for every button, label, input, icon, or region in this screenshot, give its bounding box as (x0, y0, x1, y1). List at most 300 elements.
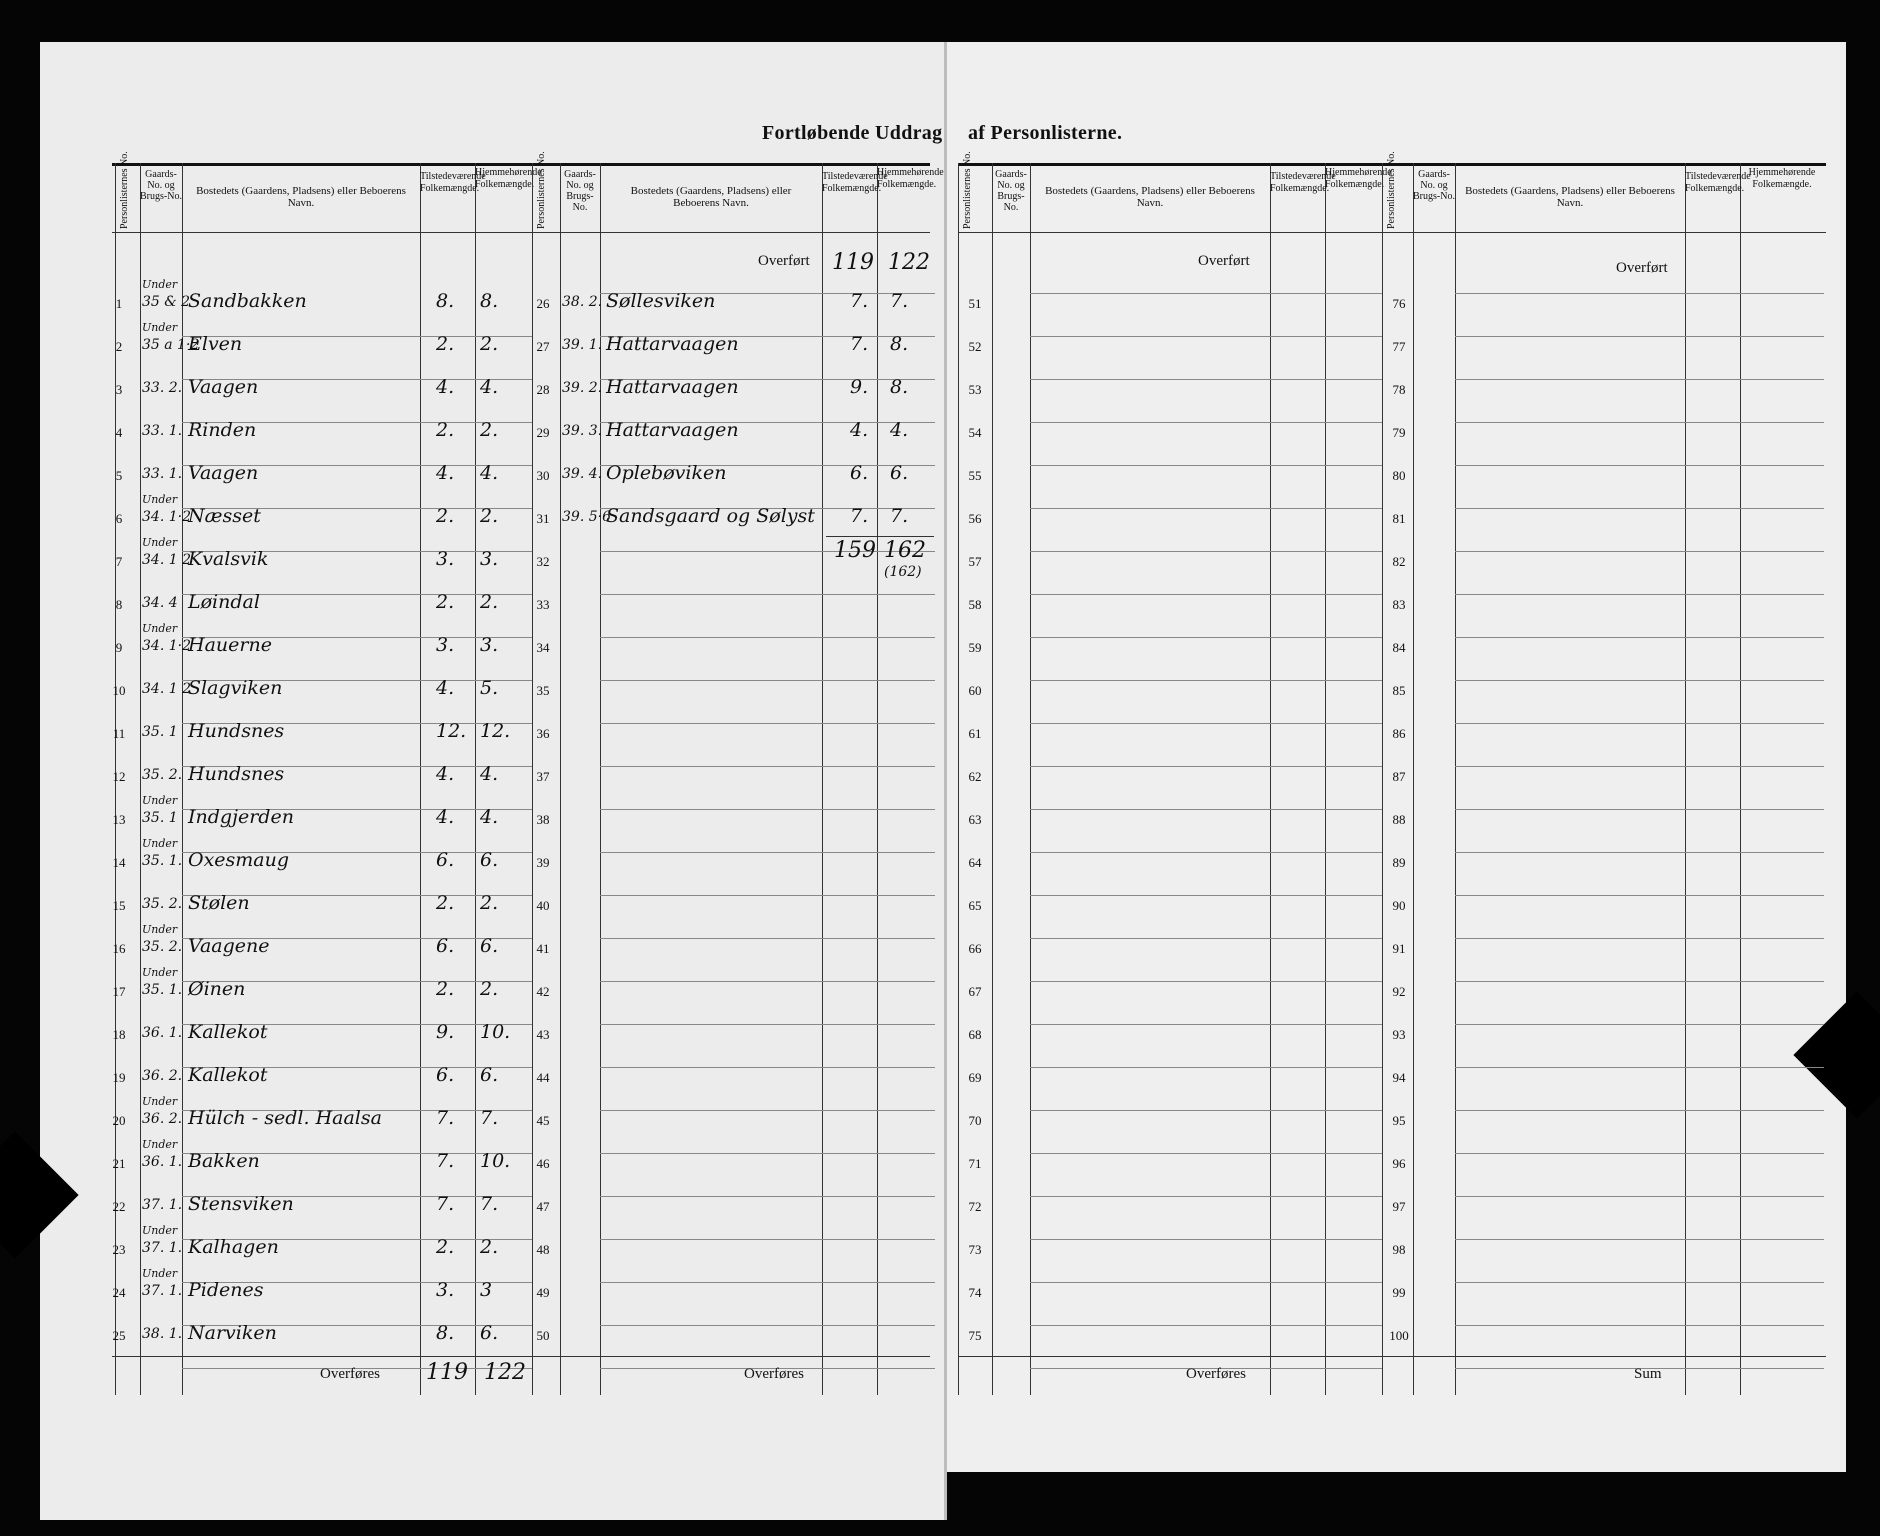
s4-row-number: 82 (1392, 554, 1406, 569)
s1-col-rule-1 (140, 163, 141, 1395)
s2-row-hjemme: 4. (890, 419, 909, 441)
left-row-tilstede: 8. (436, 290, 455, 312)
left-row-hjemme: 3. (480, 548, 499, 570)
s2-row-gaards-no: 39. 1. (562, 337, 603, 353)
s4-row-number: 91 (1392, 941, 1406, 956)
left-row-name: Hülch - sedl. Haalsa (188, 1107, 382, 1129)
s3-row-rule-23 (1030, 1282, 1382, 1283)
s3-row-rule-20 (1030, 1153, 1382, 1154)
left-row-name: Stensviken (188, 1193, 294, 1215)
left-row-name: Kallekot (188, 1064, 268, 1086)
left-row-gaards-no: 35. 1 (142, 724, 178, 740)
s3-row-number: 67 (968, 984, 982, 999)
left-row-gaards-no: 35. 1. (142, 982, 183, 998)
left-row-under: Under (142, 1138, 178, 1151)
s2-row-number: 33 (536, 597, 550, 612)
s3-row-rule-11 (1030, 766, 1382, 767)
left-row-number: 15 (112, 898, 126, 913)
s3-row-rule-24 (1030, 1325, 1382, 1326)
left-row-tilstede: 9. (436, 1021, 455, 1043)
left-row-under: Under (142, 278, 178, 291)
left-row-number: 23 (112, 1242, 126, 1257)
s2-row-number: 40 (536, 898, 550, 913)
s3-row-number: 63 (968, 812, 982, 827)
s4-col-rule-2 (1455, 163, 1456, 1395)
left-row-gaards-no: 34. 1 2 (142, 681, 191, 697)
left-row-name: Vaagen (188, 376, 259, 398)
s2-row-number: 35 (536, 683, 550, 698)
s4-row-rule-5 (1455, 508, 1824, 509)
s3-header-bosted: Bostedets (Gaardens, Pladsens) eller Beboerens Navn. (1045, 185, 1255, 209)
left-row-number: 19 (112, 1070, 126, 1085)
s3-row-number: 68 (968, 1027, 982, 1042)
left-row-under: Under (142, 794, 178, 807)
left-row-hjemme: 10. (480, 1021, 511, 1043)
left-row-tilstede: 3. (436, 634, 455, 656)
left-row-number: 13 (112, 812, 126, 827)
page-title-part1: Fortløbende Uddrag (762, 122, 943, 144)
s4-row-rule-2 (1455, 379, 1824, 380)
s2-row-gaards-no: 39. 2. (562, 380, 603, 396)
s4-row-rule-22 (1455, 1239, 1824, 1240)
left-row-tilstede: 2. (436, 419, 455, 441)
s2-row-number: 45 (536, 1113, 550, 1128)
s4-row-number: 99 (1392, 1285, 1406, 1300)
s2-row-tilstede: 9. (850, 376, 869, 398)
left-row-gaards-no: 35. 2. (142, 939, 183, 955)
left-row-name: Slagviken (188, 677, 283, 699)
s2-row-rule-8 (600, 637, 935, 638)
left-row-name: Løindal (188, 591, 260, 613)
s4-row-rule-21 (1455, 1196, 1824, 1197)
s3-row-rule-14 (1030, 895, 1382, 896)
s2-row-name: Hattarvaagen (606, 419, 739, 441)
s4-row-number: 89 (1392, 855, 1406, 870)
s3-row-rule-9 (1030, 680, 1382, 681)
s3-row-number: 73 (968, 1242, 982, 1257)
s3-row-number: 66 (968, 941, 982, 956)
s4-row-rule-8 (1455, 637, 1824, 638)
s2-row-rule-19 (600, 1110, 935, 1111)
s2-row-number: 38 (536, 812, 550, 827)
s2-row-rule-7 (600, 594, 935, 595)
s4-row-number: 93 (1392, 1027, 1406, 1042)
s1-col-rule-3 (420, 163, 421, 1395)
left-row-hjemme: 2. (480, 505, 499, 527)
s2-row-hjemme: 7. (890, 505, 909, 527)
book-spine (944, 42, 947, 1520)
left-row-name: Stølen (188, 892, 250, 914)
s4-row-rule-3 (1455, 422, 1824, 423)
s2-row-rule-12 (600, 809, 935, 810)
left-row-hjemme: 4. (480, 763, 499, 785)
s1-header-tilstede: Tilstedeværende Folkemængde. (420, 171, 486, 194)
s4-row-number: 96 (1392, 1156, 1406, 1171)
left-footer-tilstede: 119 (426, 1360, 468, 1385)
left-row-gaards-no: 36. 1. (142, 1025, 183, 1041)
s2-row-name: Hattarvaagen (606, 376, 739, 398)
s3-row-number: 55 (968, 468, 982, 483)
s3-row-number: 75 (968, 1328, 982, 1343)
s3-row-rule-17 (1030, 1024, 1382, 1025)
s3-row-number: 57 (968, 554, 982, 569)
s4-overfort-label: Overført (1616, 260, 1668, 276)
left-row-tilstede: 3. (436, 1279, 455, 1301)
left-row-name: Sandbakken (188, 290, 307, 312)
s3-row-rule-6 (1030, 551, 1382, 552)
s4-row-rule-7 (1455, 594, 1824, 595)
left-row-tilstede: 4. (436, 763, 455, 785)
s2-header-pers-no: Personlisternes No. (536, 151, 547, 229)
s3-row-rule-13 (1030, 852, 1382, 853)
left-row-under: Under (142, 1267, 178, 1280)
left-row-name: Kvalsvik (188, 548, 269, 570)
s2-row-hjemme: 7. (890, 290, 909, 312)
left-row-tilstede: 4. (436, 806, 455, 828)
s2-row-rule-21 (600, 1196, 935, 1197)
s3-row-number: 74 (968, 1285, 982, 1300)
s3-row-number: 69 (968, 1070, 982, 1085)
left-row-tilstede: 8. (436, 1322, 455, 1344)
s3-row-number: 62 (968, 769, 982, 784)
s4-row-number: 85 (1392, 683, 1406, 698)
left-row-gaards-no: 37. 1. (142, 1283, 183, 1299)
left-row-name: Kalhagen (188, 1236, 279, 1258)
s2-carry-tilstede: 119 (832, 250, 874, 275)
s3-row-rule-5 (1030, 508, 1382, 509)
left-row-gaards-no: 33. 1. (142, 466, 183, 482)
s3-row-rule-3 (1030, 422, 1382, 423)
left-row-name: Vaagen (188, 462, 259, 484)
s2-row-number: 36 (536, 726, 550, 741)
left-row-number: 20 (112, 1113, 126, 1128)
s3-row-number: 56 (968, 511, 982, 526)
s2-row-number: 30 (536, 468, 550, 483)
s1-header-hjemme: Hjemmehørende Folkemængde. (475, 167, 542, 190)
left-row-gaards-no: 33. 2. (142, 380, 183, 396)
left-row-number: 3 (115, 382, 123, 397)
s2-row-gaards-no: 39. 4. (562, 466, 603, 482)
s2-row-number: 26 (536, 296, 550, 311)
s3-row-number: 59 (968, 640, 982, 655)
s2-row-number: 28 (536, 382, 550, 397)
s2-row-rule-13 (600, 852, 935, 853)
left-row-gaards-no: 35. 1 (142, 810, 178, 826)
left-row-tilstede: 2. (436, 892, 455, 914)
s2-row-number: 49 (536, 1285, 550, 1300)
s4-row-rule-1 (1455, 336, 1824, 337)
s4-row-number: 90 (1392, 898, 1406, 913)
left-row-tilstede: 2. (436, 978, 455, 1000)
left-row-gaards-no: 34. 1·2 (142, 638, 191, 654)
left-row-gaards-no: 35. 2. (142, 896, 183, 912)
left-overfores-label: Overføres (320, 1366, 380, 1382)
left-row-gaards-no: 37. 1. (142, 1240, 183, 1256)
page-title-part2: af Personlisterne. (968, 122, 1123, 144)
s2-row-tilstede: 7. (850, 505, 869, 527)
left-row-tilstede: 2. (436, 505, 455, 527)
left-row-tilstede: 7. (436, 1193, 455, 1215)
s2-col-rule-1 (560, 163, 561, 1395)
left-row-tilstede: 7. (436, 1150, 455, 1172)
s2-row-name: Søllesviken (606, 290, 716, 312)
s4-row-number: 87 (1392, 769, 1406, 784)
s2-row-number: 47 (536, 1199, 550, 1214)
left-row-name: Kallekot (188, 1021, 268, 1043)
left-row-gaards-no: 37. 1. (142, 1197, 183, 1213)
left-row-name: Hundsnes (188, 720, 285, 742)
s1-col-rule-4 (475, 163, 476, 1395)
left-row-tilstede: 3. (436, 548, 455, 570)
s3-row-rule-10 (1030, 723, 1382, 724)
s2-row-tilstede: 4. (850, 419, 869, 441)
s2-row-number: 41 (536, 941, 550, 956)
s2-row-rule-14 (600, 895, 935, 896)
s4-row-rule-10 (1455, 723, 1824, 724)
s2-row-number: 48 (536, 1242, 550, 1257)
left-row-number: 24 (112, 1285, 126, 1300)
left-row-number: 5 (115, 468, 123, 483)
left-row-number: 25 (112, 1328, 126, 1343)
left-row-number: 14 (112, 855, 126, 870)
s1-header-gaards-no: Gaards-No. og Brugs-No. (140, 169, 182, 202)
left-row-hjemme: 10. (480, 1150, 511, 1172)
s2-overfort-label: Overført (758, 253, 810, 269)
s3-row-number: 52 (968, 339, 982, 354)
s3-row-number: 51 (968, 296, 982, 311)
s1-header-pers-no: Personlisternes No. (119, 151, 130, 229)
s2-row-rule-11 (600, 766, 935, 767)
s2-row-hjemme: 8. (890, 333, 909, 355)
left-row-name: Bakken (188, 1150, 260, 1172)
s3-row-number: 71 (968, 1156, 982, 1171)
left-row-gaards-no: 36. 2. (142, 1111, 183, 1127)
left-row-gaards-no: 34. 1·2 (142, 509, 191, 525)
s2-row-number: 50 (536, 1328, 550, 1343)
s2-overfores-label: Overføres (744, 1366, 804, 1382)
left-footer-hjemme: 122 (484, 1360, 526, 1385)
left-row-hjemme: 2. (480, 333, 499, 355)
s4-row-number: 86 (1392, 726, 1406, 741)
s2-row-rule-10 (600, 723, 935, 724)
left-row-hjemme: 6. (480, 935, 499, 957)
s3-col-rule-3 (1270, 163, 1271, 1395)
s3-row-number: 61 (968, 726, 982, 741)
left-row-gaards-no: 34. 4 (142, 595, 178, 611)
left-row-hjemme: 12. (480, 720, 511, 742)
left-row-gaards-no: 35. 2. (142, 767, 183, 783)
left-row-under: Under (142, 536, 178, 549)
s3-header-tilstede: Tilstedeværende Folkemængde. (1270, 171, 1336, 194)
left-row-number: 6 (115, 511, 123, 526)
s3-row-number: 58 (968, 597, 982, 612)
s4-row-number: 95 (1392, 1113, 1406, 1128)
s2-row-rule-15 (600, 938, 935, 939)
left-row-gaards-no: 35. 1. (142, 853, 183, 869)
s2-row-number: 37 (536, 769, 550, 784)
s4-row-number: 100 (1389, 1328, 1409, 1343)
s4-header-bosted: Bostedets (Gaardens, Pladsens) eller Beboerens Navn. (1465, 185, 1675, 209)
s2-row-rule-20 (600, 1153, 935, 1154)
s4-row-number: 92 (1392, 984, 1406, 999)
s4-header-gaards-no: Gaards-No. og Brugs-No. (1413, 169, 1455, 202)
left-row-number: 12 (112, 769, 126, 784)
s2-row-rule-18 (600, 1067, 935, 1068)
s4-col-rule-0 (1382, 163, 1383, 1395)
s4-row-rule-19 (1455, 1110, 1824, 1111)
s4-row-rule-17 (1455, 1024, 1824, 1025)
s4-col-rule-4 (1740, 163, 1741, 1395)
s3-row-number: 65 (968, 898, 982, 913)
s3-row-number: 54 (968, 425, 982, 440)
left-row-under: Under (142, 622, 178, 635)
left-row-gaards-no: 33. 1. (142, 423, 183, 439)
left-row-hjemme: 7. (480, 1193, 499, 1215)
left-row-gaards-no: 35 a 1·2 (142, 337, 200, 353)
s4-row-number: 76 (1392, 296, 1406, 311)
left-row-number: 21 (112, 1156, 126, 1171)
footer-rule-right (958, 1356, 1826, 1357)
left-row-under: Under (142, 837, 178, 850)
s2-row-tilstede: 7. (850, 290, 869, 312)
s2-row-tilstede: 6. (850, 462, 869, 484)
s4-row-number: 80 (1392, 468, 1406, 483)
s4-row-number: 98 (1392, 1242, 1406, 1257)
s3-row-number: 72 (968, 1199, 982, 1214)
header-top-rule (112, 163, 930, 166)
s3-row-rule-12 (1030, 809, 1382, 810)
s3-row-rule-22 (1030, 1239, 1382, 1240)
s2-col-rule-4 (877, 163, 878, 1395)
s4-sum-label: Sum (1634, 1366, 1662, 1382)
left-row-gaards-no: 36. 1. (142, 1154, 183, 1170)
s3-row-rule-8 (1030, 637, 1382, 638)
s2-total-hjemme-note: (162) (884, 564, 922, 580)
s3-row-number: 60 (968, 683, 982, 698)
s4-row-rule-24 (1455, 1325, 1824, 1326)
s2-col-rule-3 (822, 163, 823, 1395)
s2-row-hjemme: 8. (890, 376, 909, 398)
s2-row-gaards-no: 39. 3. (562, 423, 603, 439)
s4-row-number: 77 (1392, 339, 1406, 354)
left-row-number: 8 (115, 597, 123, 612)
s2-row-number: 46 (536, 1156, 550, 1171)
s3-row-rule-2 (1030, 379, 1382, 380)
s4-header-tilstede: Tilstedeværende Folkemængde. (1685, 171, 1751, 194)
s4-row-rule-16 (1455, 981, 1824, 982)
s4-row-number: 79 (1392, 425, 1406, 440)
s4-row-rule-9 (1455, 680, 1824, 681)
left-row-hjemme: 2. (480, 419, 499, 441)
s3-row-rule-18 (1030, 1067, 1382, 1068)
left-row-under: Under (142, 321, 178, 334)
left-row-tilstede: 7. (436, 1107, 455, 1129)
left-row-number: 9 (115, 640, 123, 655)
s3-row-rule-0 (1030, 293, 1382, 294)
left-row-gaards-no: 36. 2. (142, 1068, 183, 1084)
s2-row-number: 32 (536, 554, 550, 569)
left-row-gaards-no: 38. 1. (142, 1326, 183, 1342)
left-row-hjemme: 2. (480, 892, 499, 914)
left-row-under: Under (142, 923, 178, 936)
s3-row-number: 70 (968, 1113, 982, 1128)
s2-row-rule-23 (600, 1282, 935, 1283)
left-row-hjemme: 2. (480, 978, 499, 1000)
s2-row-number: 39 (536, 855, 550, 870)
s4-row-number: 83 (1392, 597, 1406, 612)
s3-overfort-label: Overført (1198, 253, 1250, 269)
s4-row-number: 84 (1392, 640, 1406, 655)
s3-col-rule-2 (1030, 163, 1031, 1395)
s4-row-number: 97 (1392, 1199, 1406, 1214)
s2-row-number: 43 (536, 1027, 550, 1042)
left-row-name: Indgjerden (188, 806, 294, 828)
s3-row-rule-19 (1030, 1110, 1382, 1111)
s2-carry-hjemme: 122 (888, 250, 930, 275)
s4-col-rule-3 (1685, 163, 1686, 1395)
s2-row-rule-22 (600, 1239, 935, 1240)
left-row-name: Øinen (188, 978, 246, 1000)
left-row-number: 18 (112, 1027, 126, 1042)
s2-total-hjemme: 162 (884, 538, 926, 563)
s2-row-number: 44 (536, 1070, 550, 1085)
s3-row-rule-21 (1030, 1196, 1382, 1197)
left-row-hjemme: 3 (480, 1279, 493, 1301)
left-row-number: 22 (112, 1199, 126, 1214)
s3-row-rule-15 (1030, 938, 1382, 939)
left-row-under: Under (142, 966, 178, 979)
left-row-number: 16 (112, 941, 126, 956)
s3-header-gaards-no: Gaards-No. og Brugs-No. (995, 169, 1027, 213)
left-row-hjemme: 6. (480, 1322, 499, 1344)
left-row-tilstede: 4. (436, 462, 455, 484)
s2-total-underline (826, 536, 934, 537)
s2-header-gaards-no: Gaards-No. og Brugs-No. (564, 169, 596, 213)
left-row-number: 4 (115, 425, 123, 440)
s4-row-rule-12 (1455, 809, 1824, 810)
s3-overfores-label: Overføres (1186, 1366, 1246, 1382)
left-row-name: Vaagene (188, 935, 270, 957)
s3-row-rule-7 (1030, 594, 1382, 595)
s4-row-rule-0 (1455, 293, 1824, 294)
left-row-tilstede: 6. (436, 849, 455, 871)
s2-row-tilstede: 7. (850, 333, 869, 355)
left-row-under: Under (142, 1224, 178, 1237)
left-row-tilstede: 2. (436, 333, 455, 355)
s4-row-rule-14 (1455, 895, 1824, 896)
s2-row-hjemme: 6. (890, 462, 909, 484)
left-row-name: Hauerne (188, 634, 272, 656)
s4-header-hjemme: Hjemmehørende Folkemængde. (1748, 167, 1816, 190)
s2-row-name: Hattarvaagen (606, 333, 739, 355)
s3-row-rule-16 (1030, 981, 1382, 982)
left-row-hjemme: 6. (480, 1064, 499, 1086)
header-bottom-rule-right (958, 232, 1826, 233)
s3-row-number: 64 (968, 855, 982, 870)
left-row-tilstede: 6. (436, 935, 455, 957)
left-row-number: 2 (115, 339, 123, 354)
s3-col-rule-0 (958, 163, 959, 1395)
left-row-hjemme: 2. (480, 591, 499, 613)
s3-row-rule-4 (1030, 465, 1382, 466)
s2-row-number: 31 (536, 511, 550, 526)
left-row-hjemme: 6. (480, 849, 499, 871)
left-row-hjemme: 5. (480, 677, 499, 699)
left-row-hjemme: 4. (480, 376, 499, 398)
s2-row-rule-17 (600, 1024, 935, 1025)
left-row-under: Under (142, 493, 178, 506)
left-row-name: Oxesmaug (188, 849, 290, 871)
